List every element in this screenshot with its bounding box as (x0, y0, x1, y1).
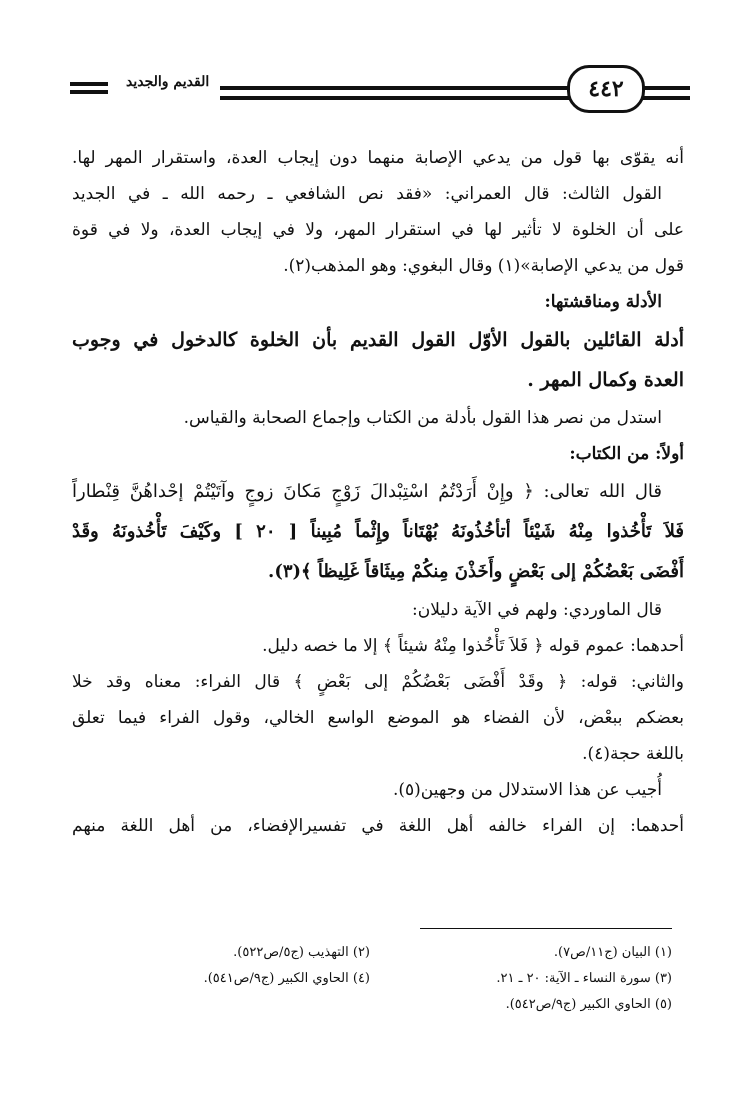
text-line: أحدهما: إن الفراء خالفه أهل اللغة في تفسيرالإفضاء، من أهل اللغة منهم (72, 816, 684, 836)
quran-verse-line: قال الله تعالى: ﴿ وإِنْ أَرَدْتُمُ اسْتِبْدالَ زَوْجٍ مَكانَ زوجٍ وآتَيْتُمْ إحْداهُنَّ قِنْطاراً (72, 481, 662, 502)
footnote-separator (420, 928, 672, 929)
footnote-5: (٥) الحاوي الكبير (ج٩/ص٥٤٢). (505, 997, 672, 1012)
text-line: على أن الخلوة لا تأثير لها في استقرار المهر، ولا في إيجاب العدة، ولا في قوة (72, 220, 684, 240)
body-text (72, 140, 684, 844)
text-line: والثاني: قوله: ﴿ وقَدْ أَفْضَى بَعْضُكُمْ إلى بَعْضٍ ﴾ قال الفراء: معناه وقد خلا (72, 672, 684, 692)
footnote-1: (١) البيان (ج١١/ص٧). (553, 945, 672, 960)
footnotes (70, 940, 672, 1018)
text-line: قال الماوردي: ولهم في الآية دليلان: (412, 600, 662, 620)
subsection-heading: أدلة القائلين بالقول الأوّل القول القديم بأن الخلوة كالدخول في وجوب (72, 329, 684, 351)
text-line: بعضكم ببعْض، لأن الفضاء هو الموضع الواسع الخالي، وقول الفراء فيما تعلق (72, 708, 684, 728)
quran-verse-line: أَفْضَى بَعْضُكُمْ إلى بَعْضٍ وأَخَذْنَ مِنكُمْ مِيثَاقاً غَلِيظاً ﴾(٣). (268, 561, 684, 582)
running-header (70, 60, 686, 120)
page-number-badge: ٤٤٢ (567, 65, 645, 113)
quran-verse-line: فَلاَ تَأْخُذوا مِنْهُ شَيْئاً أتأخُذُونَهُ بُهْتَاناً وإِثْماً مُبِيناً [ ٢٠ ] وكَيْفَ تَأْخُذونَهُ وقَدْ (72, 521, 684, 542)
text-line: استدل من نصر هذا القول بأدلة من الكتاب وإجماع الصحابة والقياس. (183, 408, 662, 428)
text-line: باللغة حجة(٤). (582, 744, 684, 764)
header-ornament-bars (70, 82, 108, 98)
text-line: قول من يدعي الإصابة»(١) وقال البغوي: وهو المذهب(٢). (283, 256, 684, 276)
footnote-2: (٢) التهذيب (ج٥/ص٥٢٢). (233, 945, 370, 960)
footnote-4: (٤) الحاوي الكبير (ج٩/ص٥٤١). (203, 971, 370, 986)
section-heading: الأدلة ومناقشتها: (544, 292, 662, 312)
text-line: أنه يقوّى بها قول من يدعي الإصابة منهما دون إيجاب العدة، واستقرار المهر لها. (72, 148, 684, 168)
text-line: القول الثالث: قال العمراني: «فقد نص الشافعي ـ رحمه الله ـ في الجديد (72, 184, 662, 204)
footnote-3: (٣) سورة النساء ـ الآية: ٢٠ ـ ٢١. (496, 971, 672, 986)
book-title: القديم والجديد (126, 74, 210, 90)
subsection-heading: أولاً: من الكتاب: (569, 444, 684, 464)
subsection-heading-cont: العدة وكمال المهر . (527, 369, 684, 391)
text-line: أُجيب عن هذا الاستدلال من وجهين(٥). (392, 780, 662, 800)
text-line: أحدهما: عموم قوله ﴿ فَلاَ تَأْخُذوا مِنْهُ شيئاً ﴾ إلا ما خصه دليل. (262, 636, 684, 656)
